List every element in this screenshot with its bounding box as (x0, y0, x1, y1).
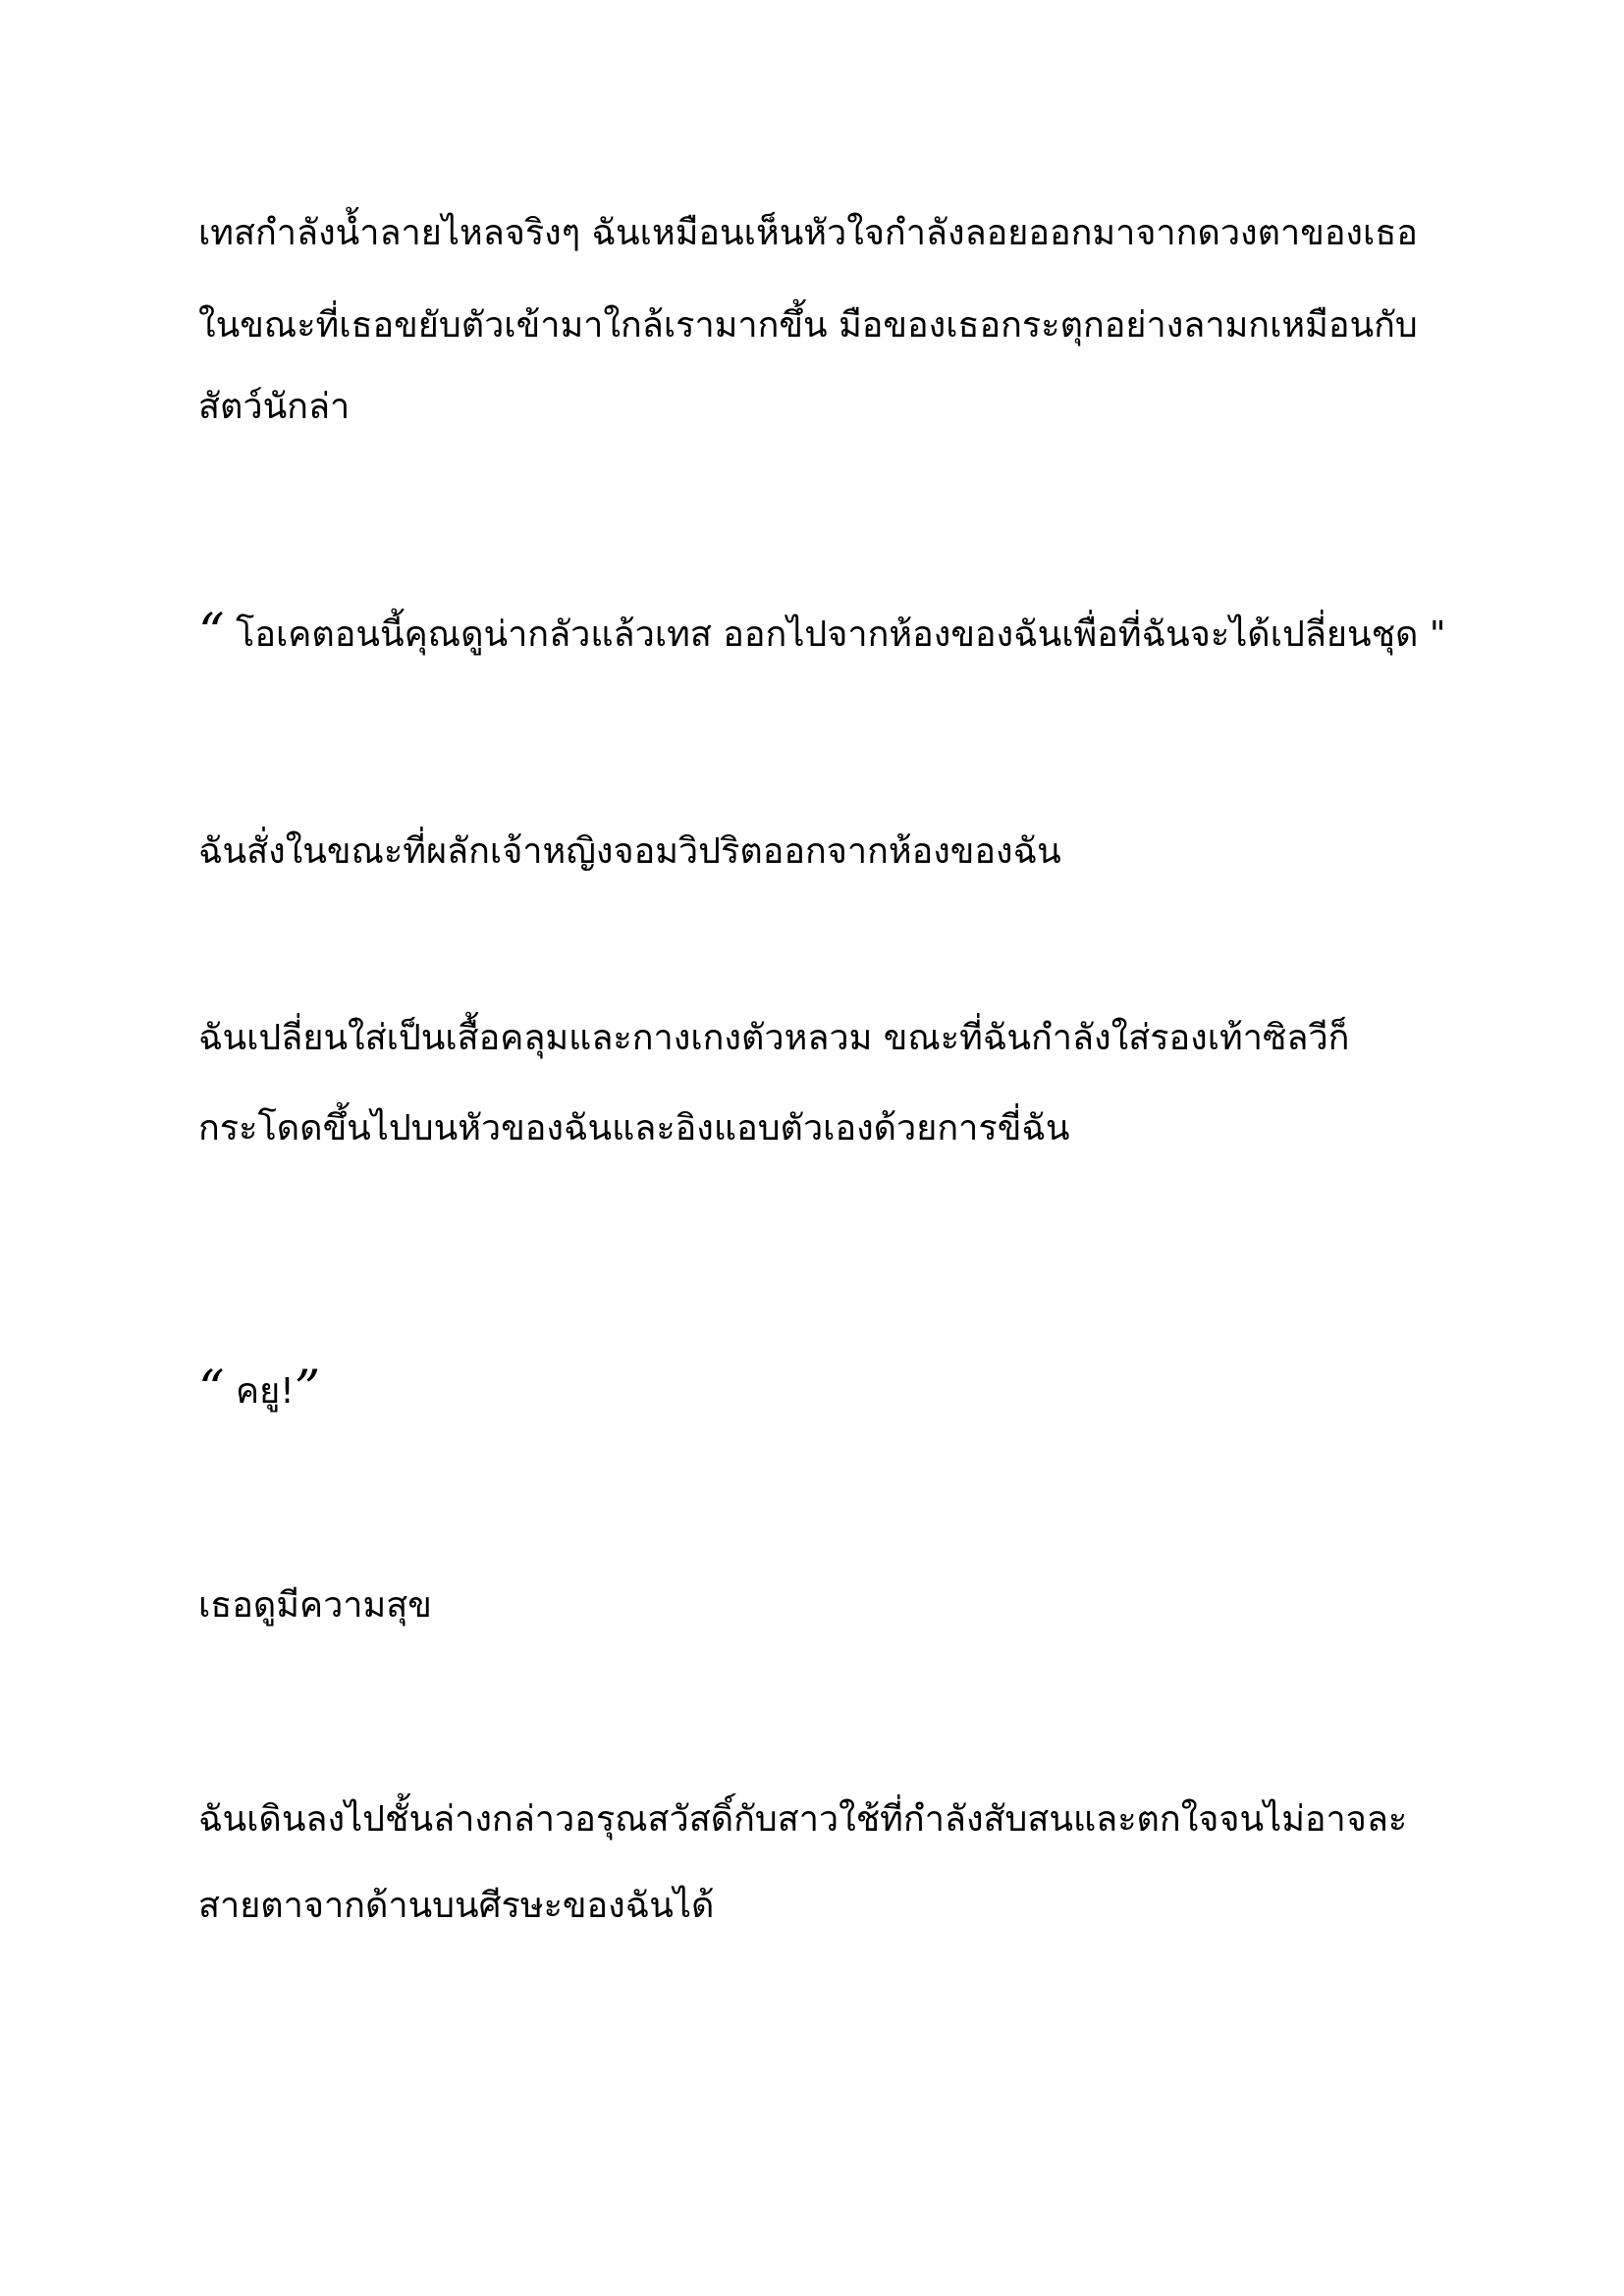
paragraph-1-line-2: ในขณะที่เธอขยับตัวเข้ามาใกล้เรามากขึ้น มือของเธอกระตุกอย่างลามกเหมือนกับ (198, 305, 1418, 346)
dialogue-text: คยู! (224, 1371, 295, 1412)
dialogue-line-1 (198, 604, 1445, 665)
open-quote-mark: “ (198, 604, 225, 663)
paragraph-3-line-1: ฉันสั่งในขณะที่ผลักเจ้าหญิงจอมวิปริตออกจากห้องของฉัน (198, 831, 1061, 872)
dialogue-line-2 (198, 1361, 320, 1421)
dialogue-text: โอเคตอนนี้คุณดูน่ากลัวแล้วเทส ออกไปจากห้องของฉันเพื่อที่ฉันจะได้เปลี่ยนชุด " (224, 614, 1446, 655)
paragraph-6-line-1: เธอดูมีความสุข (198, 1585, 432, 1626)
paragraph-1-line-3: สัตว์นักล่า (198, 387, 351, 427)
paragraph-7-line-1: ฉันเดินลงไปชั้นล่างกล่าวอรุณสวัสดิ์กับสาวใช้ที่กำลังสับสนและตกใจจนไม่อาจละ (198, 1799, 1408, 1840)
paragraph-7-line-2: สายตาจากด้านบนศีรษะของฉันได้ (198, 1886, 715, 1926)
paragraph-4-line-2: กระโดดขึ้นไปบนหัวของฉันและอิงแอบตัวเองด้วยการขี่ฉัน (198, 1108, 1070, 1148)
open-quote-mark: “ (198, 1361, 225, 1419)
close-quote-mark: ” (294, 1361, 321, 1419)
paragraph-4-line-1: ฉันเปลี่ยนใส่เป็นเสื้อคลุมและกางเกงตัวหลวม ขณะที่ฉันกำลังใส่รองเท้าซิลวีก็ (198, 1018, 1350, 1058)
paragraph-1-line-1: เทสกำลังน้ำลายไหลจริงๆ ฉันเหมือนเห็นหัวใจกำลังลอยออกมาจากดวงตาของเธอ (198, 213, 1418, 253)
